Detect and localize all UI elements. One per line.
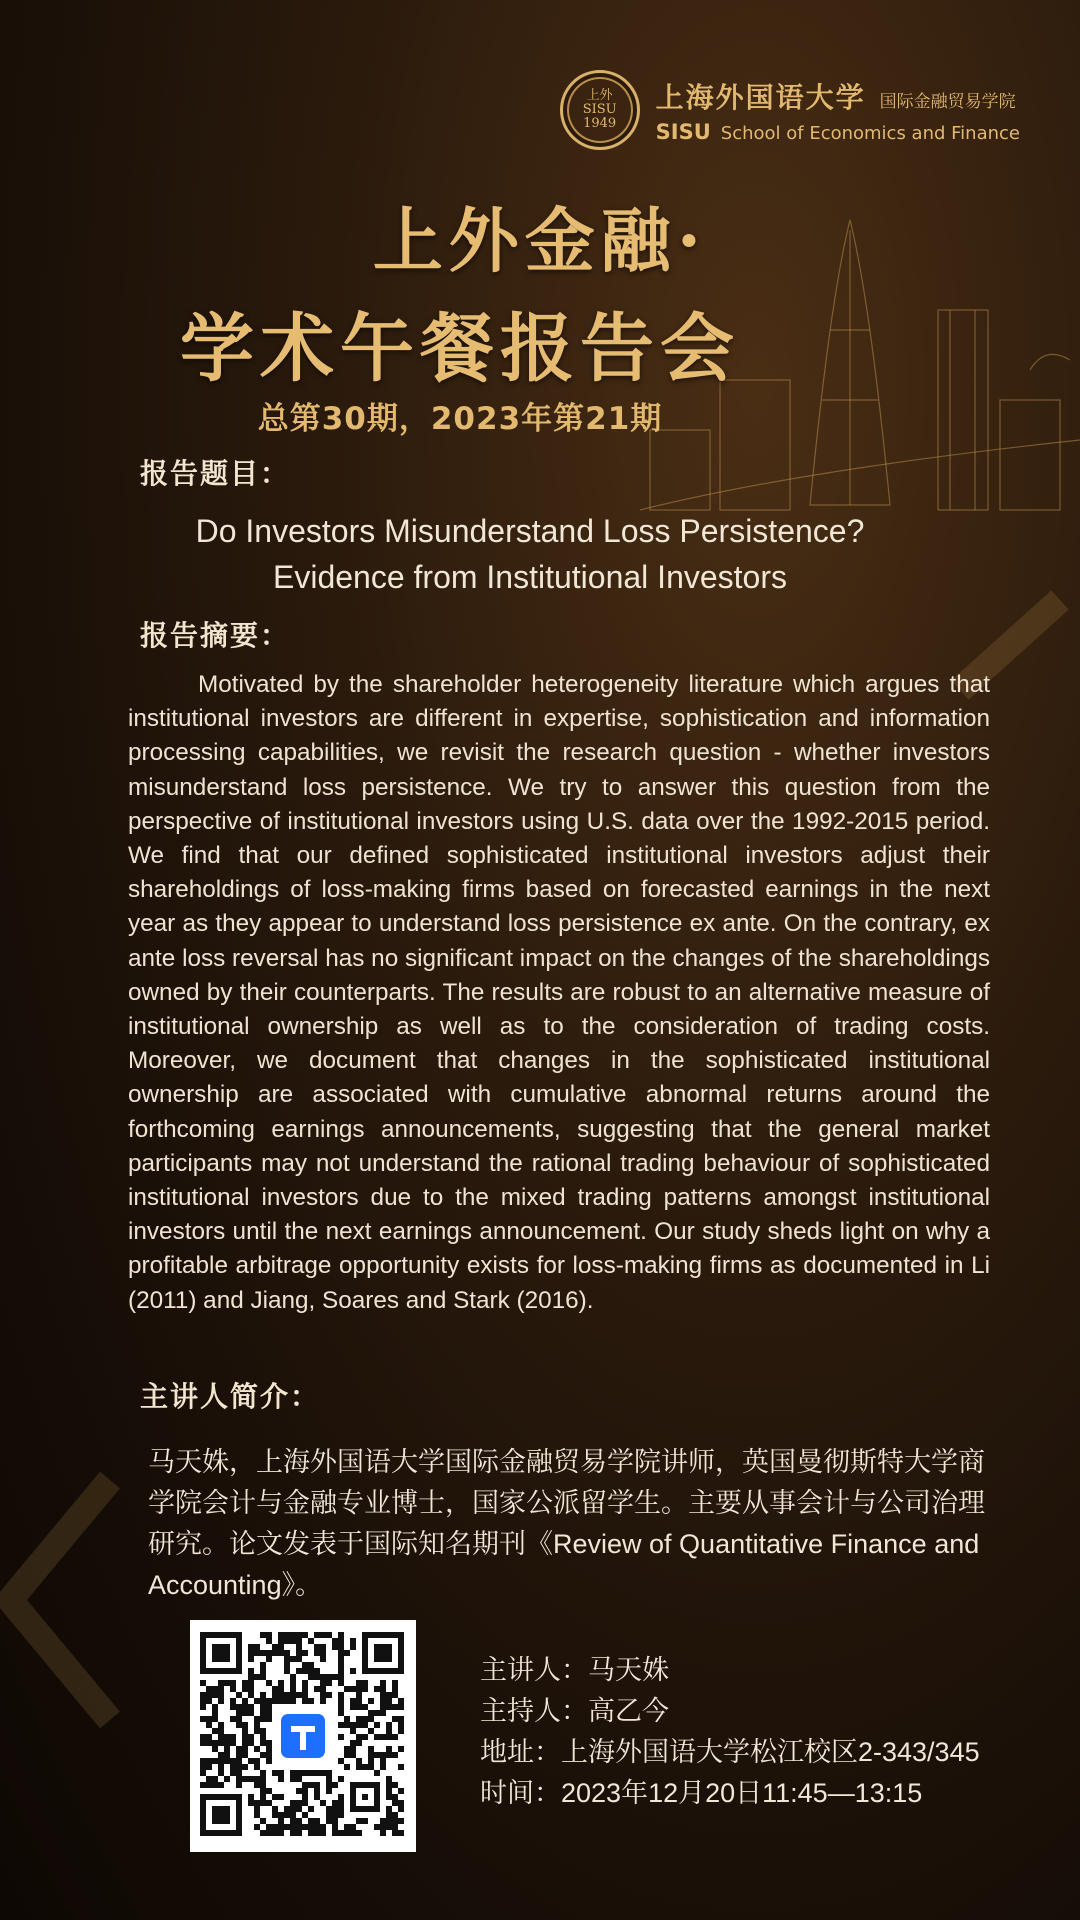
qr-code-pattern: [190, 1620, 416, 1852]
info-speaker: 主讲人：马天姝: [480, 1655, 669, 1685]
talk-title-line2: Evidence from Institutional Investors: [272, 559, 787, 595]
talk-title: [110, 508, 950, 600]
event-info: [480, 1650, 980, 1814]
school-name-en: School of Economics and Finance: [720, 123, 1020, 144]
issue-number: 总第30期，2023年第21期: [257, 401, 663, 437]
abstract-text: Motivated by the shareholder heterogeneity literature which argues that institutional investors are different in expertise, sophistication and information processing capabilities, we revisit the research question - whether investors misunderstand loss persistence. We try to answer this question from the perspective of institutional investors using U.S. data over the 1992-2015 period. We find that our defined sophisticated institutional investors adjust their shareholdings of loss-making firms based on forecasted earnings in the next year as they appear to understand loss persistence ex ante. On the contrary, ex ante loss reversal has no significant impact on the changes of the shareholdings owned by their counterparts. The results are robust to an alternative measure of institutional ownership as well as to the consideration of trading costs. Moreover, we document that changes in the sophisticated institutional ownership are associated with cumulative abnormal returns around the forthcoming earnings announcements, suggesting that the general market participants may not understand the rational trading behaviour of sophisticated institutional investors due to the mixed trading patterns amongst institutional investors until the next earnings announcement. Our study sheds light on why a profitable arbitrage opportunity exists for loss-making firms as documented in Li (2011) and Jiang, Soares and Stark (2016).: [128, 671, 990, 1314]
university-name-cn: 上海外国语大学: [655, 81, 866, 114]
tencent-docs-icon: [276, 1709, 330, 1763]
header: [560, 70, 1020, 150]
qr-code[interactable]: [190, 1620, 416, 1852]
school-name-cn: 国际金融贸易学院: [879, 92, 1016, 112]
sisu-abbrev: SISU: [655, 120, 711, 144]
info-address: 地址：上海外国语大学松江校区2-343/345: [480, 1737, 980, 1767]
event-title-line1: 上外金融·: [372, 199, 708, 282]
talk-title-label: 报告题目：: [140, 457, 291, 490]
university-seal-logo: 上外 SISU 1949: [560, 70, 640, 150]
event-title-line2: 学术午餐报告会: [180, 306, 740, 392]
info-host: 主持人：高乙今: [480, 1696, 669, 1726]
abstract-label: 报告摘要：: [140, 619, 291, 652]
speaker-label: 主讲人简介：: [140, 1380, 321, 1413]
talk-title-line1: Do Investors Misunderstand Loss Persistence?: [195, 513, 865, 549]
speaker-bio: 马天姝，上海外国语大学国际金融贸易学院讲师，英国曼彻斯特大学商学院会计与金融专业博士，国家公派留学生。主要从事会计与公司治理研究。论文发表于国际知名期刊《Review of Quantitative Finance and Accounting》。: [148, 1447, 985, 1600]
info-time: 时间：2023年12月20日11:45—13:15: [480, 1778, 923, 1808]
